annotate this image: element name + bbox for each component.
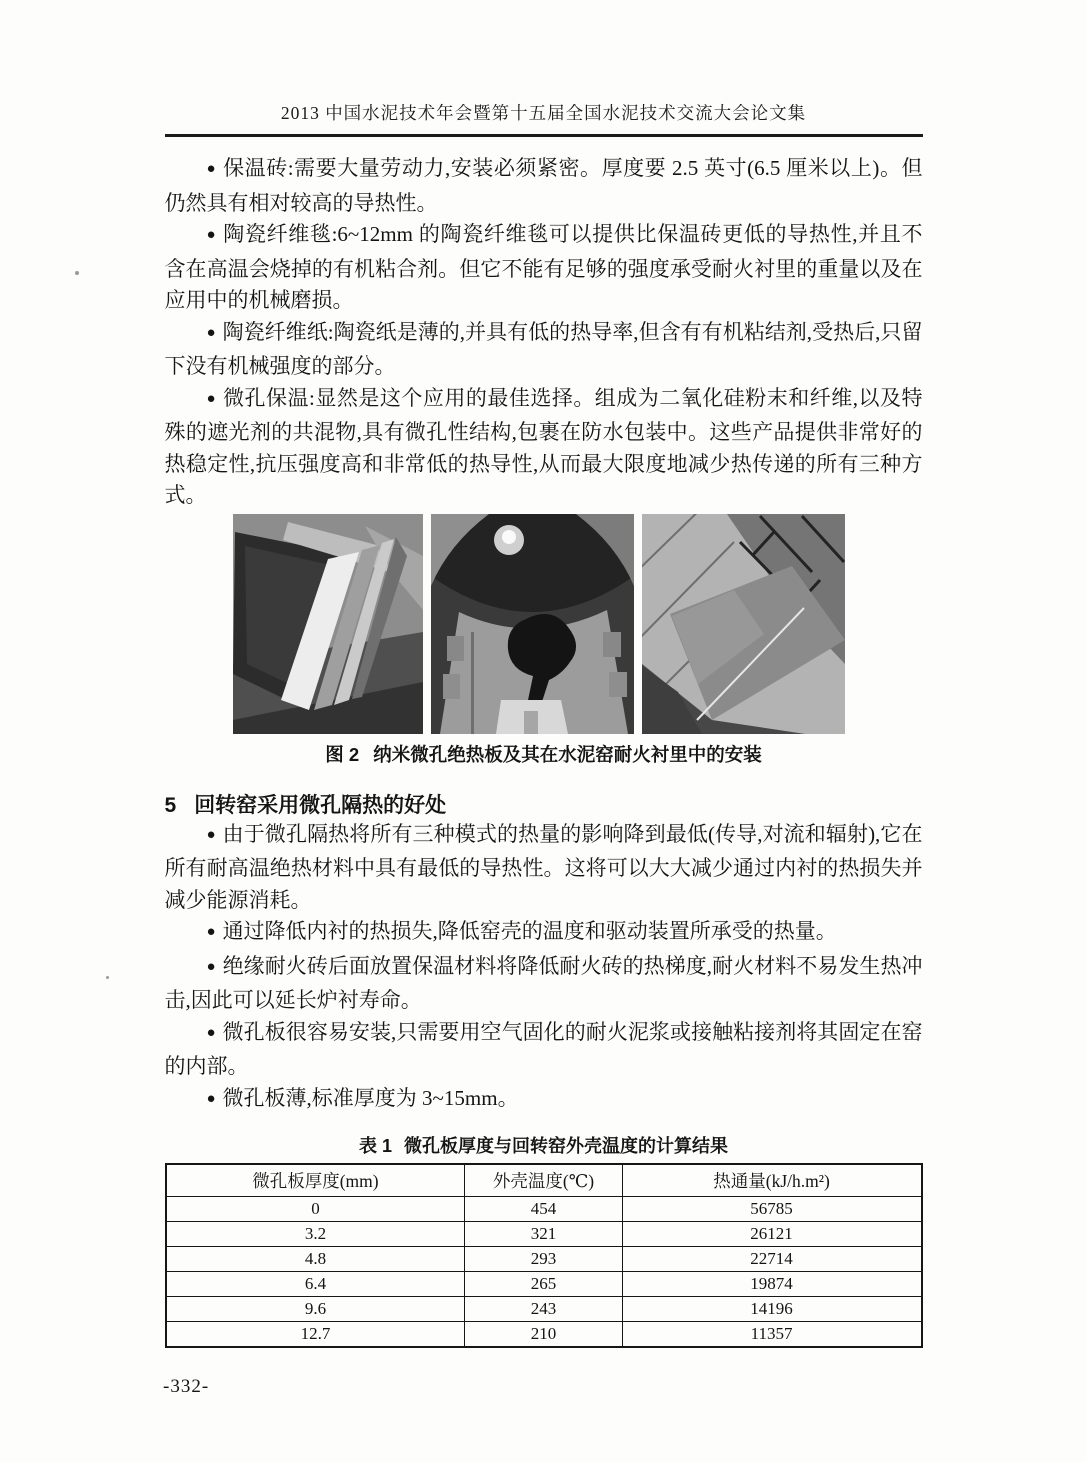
bullet-icon: ● bbox=[206, 324, 216, 341]
page-header-title: 2013 中国水泥技术年会暨第十五届全国水泥技术交流大会论文集 bbox=[280, 103, 807, 123]
figure-caption bbox=[165, 741, 923, 767]
page-number: -332- bbox=[163, 1376, 210, 1397]
figure-caption-label: 图 2 bbox=[325, 743, 360, 765]
paragraph-text: 通过降低内衬的热损失,降低窑壳的温度和驱动装置所承受的热量。 bbox=[222, 919, 837, 943]
scan-speck bbox=[75, 271, 79, 275]
paragraph-text: 微孔板很容易安装,只需要用空气固化的耐火泥浆或接触粘接剂将其固定在窑的内部。 bbox=[164, 1019, 923, 1078]
table-row bbox=[166, 1272, 922, 1297]
cell-heat-flux: 26121 bbox=[622, 1222, 921, 1247]
table-row bbox=[166, 1297, 922, 1322]
paragraph-ceramic-fiber-blanket bbox=[165, 219, 923, 317]
benefit-paragraph-thickness bbox=[165, 1083, 923, 1118]
table-caption-text: 微孔板厚度与回转窑外壳温度的计算结果 bbox=[404, 1136, 728, 1156]
paragraph-text: 陶瓷纤维毯:6~12mm 的陶瓷纤维毯可以提供比保温砖更低的导热性,并且不含在高温会烧掉的有机粘合剂。但它不能有足够的强度承受耐火衬里的重量以及在应用中的机械磨损。 bbox=[164, 222, 923, 312]
benefit-paragraph-thermal-gradient bbox=[165, 951, 923, 1017]
paragraph-text: 微孔保温:显然是这个应用的最佳选择。组成为二氧化硅粉末和纤维,以及特殊的遮光剂的共混物,具有微孔性结构,包裹在防水包装中。这些产品提供非常好的热稳定性,抗压强度高和非常低的热导性,从而最大限度地减少热传递的所有三种方式。 bbox=[164, 385, 923, 507]
paragraph-insulating-brick bbox=[165, 153, 923, 219]
section-number: 5 bbox=[164, 793, 177, 817]
paragraph-ceramic-fiber-paper bbox=[165, 317, 923, 383]
paragraph-microporous-insulation bbox=[165, 383, 923, 512]
table-header-row bbox=[166, 1164, 922, 1197]
cell-heat-flux: 22714 bbox=[622, 1247, 921, 1272]
column-header-heat-flux: 热通量(kJ/h.m²) bbox=[622, 1164, 921, 1197]
cell-thickness: 12.7 bbox=[166, 1322, 465, 1348]
figure-2 bbox=[165, 514, 923, 767]
cell-thickness: 3.2 bbox=[166, 1222, 465, 1247]
cell-shell-temperature: 454 bbox=[465, 1197, 622, 1222]
cell-heat-flux: 56785 bbox=[622, 1197, 921, 1222]
column-header-thickness: 微孔板厚度(mm) bbox=[166, 1164, 465, 1197]
scan-speck bbox=[106, 976, 109, 979]
cell-shell-temperature: 210 bbox=[465, 1322, 622, 1348]
bullet-icon: ● bbox=[206, 1024, 216, 1041]
section-5-heading bbox=[165, 789, 923, 819]
bullet-icon: ● bbox=[206, 161, 217, 177]
figure-photo-strip bbox=[233, 514, 855, 734]
column-header-shell-temperature: 外壳温度(℃) bbox=[465, 1164, 622, 1197]
paragraph-text: 微孔板薄,标准厚度为 3~15mm。 bbox=[222, 1085, 519, 1110]
bullet-icon: ● bbox=[206, 1090, 216, 1107]
table-row bbox=[166, 1322, 922, 1348]
cell-thickness: 9.6 bbox=[166, 1297, 465, 1322]
cell-thickness: 6.4 bbox=[166, 1272, 465, 1297]
benefit-paragraph-conductivity bbox=[165, 819, 923, 917]
benefit-paragraph-shell-temperature bbox=[165, 916, 923, 951]
cell-heat-flux: 14196 bbox=[622, 1297, 921, 1322]
paragraph-text: 陶瓷纤维纸:陶瓷纸是薄的,并具有低的热导率,但含有有机粘结剂,受热后,只留下没有机械强度的部分。 bbox=[164, 319, 923, 378]
cell-thickness: 4.8 bbox=[166, 1247, 465, 1272]
page-content bbox=[165, 153, 923, 1348]
paragraph-text: 由于微孔隔热将所有三种模式的热量的影响降到最低(传导,对流和辐射),它在所有耐高温绝热材料中具有最低的导热性。这将可以大大减少通过内衬的热损失并减少能源消耗。 bbox=[164, 821, 923, 912]
section-title: 回转窑采用微孔隔热的好处 bbox=[194, 793, 447, 817]
cell-heat-flux: 19874 bbox=[622, 1272, 921, 1297]
bullet-icon: ● bbox=[206, 227, 217, 243]
cell-shell-temperature: 243 bbox=[465, 1297, 622, 1322]
table-caption-label: 表 1 bbox=[358, 1136, 392, 1156]
figure-photo-kiln-install bbox=[431, 514, 634, 734]
table-1 bbox=[165, 1163, 923, 1348]
figure-photo-panels bbox=[233, 514, 423, 734]
figure-caption-text: 纳米微孔绝热板及其在水泥窑耐火衬里中的安装 bbox=[373, 743, 762, 765]
table-row bbox=[166, 1222, 922, 1247]
bullet-icon: ● bbox=[206, 924, 216, 940]
table-row bbox=[166, 1197, 922, 1222]
bullet-icon: ● bbox=[206, 390, 217, 407]
paragraph-text: 绝缘耐火砖后面放置保温材料将降低耐火砖的热梯度,耐火材料不易发生热冲击,因此可以延长炉衬寿命。 bbox=[164, 953, 923, 1012]
cell-shell-temperature: 265 bbox=[465, 1272, 622, 1297]
cell-shell-temperature: 321 bbox=[465, 1222, 622, 1247]
cell-shell-temperature: 293 bbox=[465, 1247, 622, 1272]
benefit-paragraph-easy-install bbox=[165, 1017, 923, 1083]
table-1-caption bbox=[165, 1132, 923, 1158]
bullet-icon: ● bbox=[206, 826, 216, 843]
table-row bbox=[166, 1247, 922, 1272]
paragraph-text: 保温砖:需要大量劳动力,安装必须紧密。厚度要 2.5 英寸(6.5 厘米以上)。但仍然具有相对较高的导热性。 bbox=[164, 156, 923, 215]
header-rule bbox=[165, 134, 923, 137]
cell-heat-flux: 11357 bbox=[622, 1322, 921, 1348]
figure-photo-brick-lining bbox=[642, 514, 845, 734]
cell-thickness: 0 bbox=[166, 1197, 465, 1222]
bullet-icon: ● bbox=[206, 958, 216, 975]
